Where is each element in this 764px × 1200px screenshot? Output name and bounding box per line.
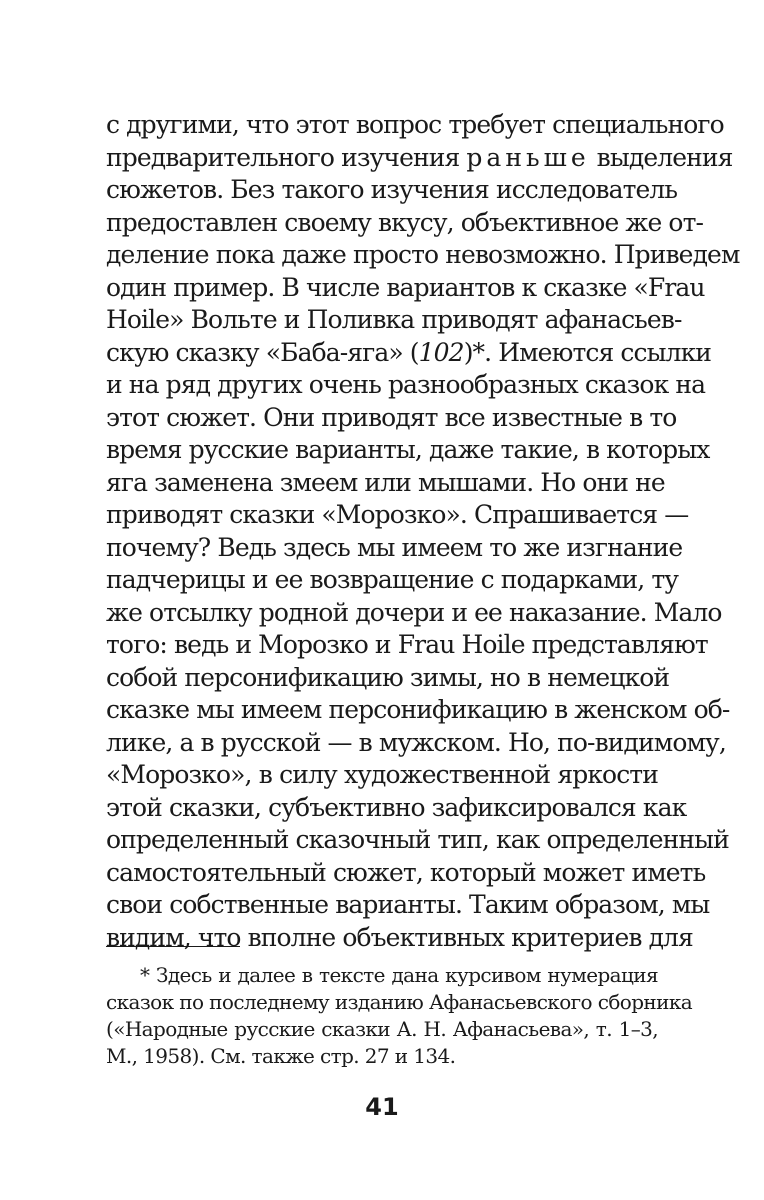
text-line: собой персонификацию зимы, но в немецкой [106,662,670,692]
text-span: выделения [589,142,733,172]
text-line: почему? Ведь здесь мы имеем то же изгнание [106,532,683,562]
text-line: этой сказки, субъективно зафиксировался как [106,792,687,822]
text-line: с другими, что этот вопрос требует специального [106,110,724,139]
footnote-line: сказок по последнему изданию Афанасьевского сборника [106,990,693,1014]
text-line: лике, а в русской — в мужском. Но, по-видимому, [106,727,726,757]
tale-number: 102 [418,337,464,367]
text-line: один пример. В числе вариантов к сказке «Frau [106,272,705,302]
text-line: сказке мы имеем персонификацию в женском об- [106,695,730,724]
text-line: яга заменена змеем или мышами. Но они не [106,467,665,497]
text-line: время русские варианты, даже такие, в которых [106,435,710,464]
text-span: скую сказку «Баба-яга» ( [106,337,419,367]
body-text [106,109,740,954]
text-line: самостоятельный сюжет, который может иметь [106,857,706,887]
text-line: видим, что вполне объективных критериев для [106,922,693,952]
emphasized-word: раньше [466,142,590,172]
text-line: и на ряд других очень разнообразных сказок на [106,370,706,399]
page-number: 41 [365,1093,399,1121]
text-span: )*. Имеются ссылки [463,337,712,367]
text-line: деление пока даже просто невозможно. Приведем [106,240,740,269]
text-line: предоставлен своему вкусу, объективное же от- [106,207,704,237]
footnote-line: М., 1958). См. также стр. 27 и 134. [106,1044,456,1068]
text-line [106,337,712,370]
footnote-divider [106,946,240,947]
footnote-line: («Народные русские сказки А. Н. Афанасьева», т. 1–3, [106,1017,658,1041]
text-line: приводят сказки «Морозко». Спрашивается — [106,500,689,529]
text-line: того: ведь и Морозко и Frau Hoile представляют [106,630,708,659]
text-line: этот сюжет. Они приводят все известные в то [106,402,677,432]
text-line: падчерицы и ее возвращение с подарками, ту [106,565,679,594]
text-line [106,142,733,175]
text-line: Hoile» Вольте и Поливка приводят афанасьев- [106,305,682,334]
text-line: свои собственные варианты. Таким образом, мы [106,890,710,919]
text-line: сюжетов. Без такого изучения исследователь [106,175,678,204]
text-span: предварительного изучения [106,142,467,172]
text-line: определенный сказочный тип, как определенный [106,825,729,854]
text-line: же отсылку родной дочери и ее наказание. Мало [106,597,722,627]
text-line: «Морозко», в силу художественной яркости [106,760,658,789]
footnote [106,962,693,1070]
footnote-line: * Здесь и далее в тексте дана курсивом нумерация [140,963,658,987]
